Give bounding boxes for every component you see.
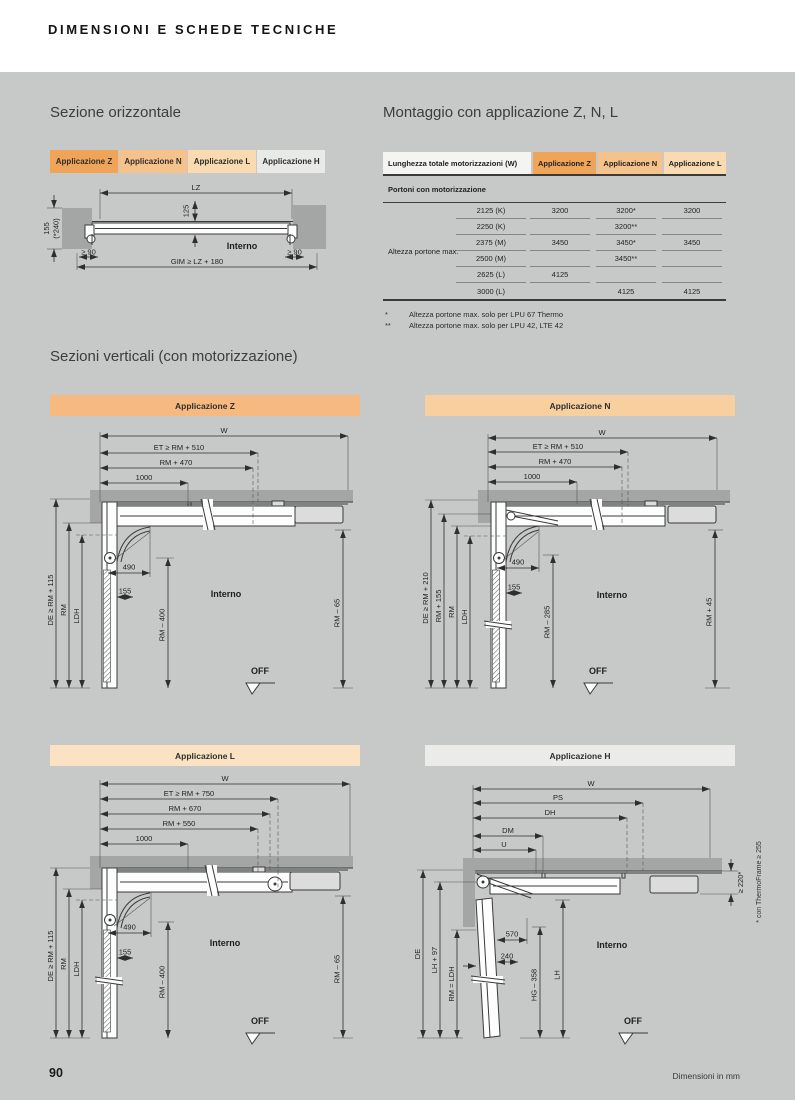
- operator-unit: [295, 506, 343, 523]
- inner-dimensions: [497, 526, 730, 688]
- dim-lh97: LH + 97: [430, 946, 439, 974]
- dim-rm550: RM + 550: [162, 819, 196, 828]
- dim-de: DE ≥ RM + 115: [46, 574, 55, 626]
- dim-rm470: RM + 470: [538, 457, 572, 466]
- interno-label: Interno: [210, 589, 242, 599]
- table-cell: 3450: [530, 235, 590, 251]
- right-dimension-220: [700, 841, 763, 923]
- dim-90-left: ≥ 90: [81, 247, 96, 257]
- dim-490: 490: [511, 557, 525, 567]
- dim-570: 570: [505, 929, 519, 939]
- footnote: [383, 309, 726, 320]
- diagram-applicazione-n: [421, 420, 735, 710]
- inner-dimensions: [108, 892, 353, 1038]
- dim-rm670: RM + 670: [168, 804, 202, 813]
- heading-sezioni-verticali: Sezioni verticali (con motorizzazione): [50, 348, 298, 365]
- dim-et: ET ≥ RM + 510: [532, 442, 584, 451]
- dim-1000: 1000: [135, 473, 153, 482]
- dim-ldh: LDH: [72, 961, 81, 977]
- dim-rm-ldh: RM = LDH: [447, 966, 456, 1002]
- table-header-row: [383, 152, 726, 176]
- table-cell: 2375 (M): [456, 235, 526, 251]
- dim-rm-285: RM – 285: [542, 605, 552, 639]
- door-panel-drawing: [85, 222, 297, 248]
- heading-sezione-orizzontale: Sezione orizzontale: [50, 104, 181, 121]
- dim-1000: 1000: [135, 834, 153, 843]
- off-symbol: [246, 1016, 275, 1044]
- table-cell: 3200: [530, 203, 590, 219]
- table-cell: [662, 219, 722, 235]
- footnote-marker: *: [385, 310, 388, 319]
- footnote-text: Altezza portone max. solo per LPU 42, LTE 42: [409, 321, 564, 330]
- table-cell: [530, 251, 590, 267]
- panel-header-n: Applicazione N: [425, 395, 735, 416]
- table-cell: 3200: [662, 203, 722, 219]
- dim-w: W: [598, 428, 606, 437]
- table-body: [383, 203, 726, 301]
- dim-et: ET ≥ RM + 750: [163, 789, 215, 798]
- dim-rm-400: RM – 400: [157, 965, 167, 999]
- table-cell: [530, 283, 590, 299]
- door-leaf: [476, 898, 500, 1038]
- dim-240: 240: [500, 951, 514, 961]
- page-title: DIMENSIONI E SCHEDE TECNICHE: [48, 22, 339, 37]
- table-cell: 4125: [683, 286, 701, 296]
- dim-490: 490: [122, 562, 136, 572]
- footnote: [383, 320, 726, 331]
- table-cell: 3450*: [596, 235, 656, 251]
- table-cell: 4125: [530, 267, 590, 283]
- dim-rm: RM: [447, 606, 456, 618]
- footnote-marker: **: [385, 321, 391, 330]
- dim-ldh: LDH: [72, 608, 81, 624]
- row-group-label: Altezza portone max.: [388, 246, 459, 256]
- dim-rm-400: RM – 400: [157, 608, 167, 642]
- dim-ps: PS: [552, 793, 564, 802]
- dim-w: W: [587, 779, 595, 788]
- dim-240: (*240): [51, 218, 61, 239]
- dim-de: DE ≥ RM + 115: [46, 930, 55, 982]
- dim-1000: 1000: [523, 472, 541, 481]
- off-label: OFF: [251, 666, 269, 676]
- col-header-applicazione-z: Applicazione Z: [533, 152, 597, 174]
- operator-unit: [290, 872, 340, 890]
- dim-dh: DH: [544, 808, 556, 817]
- dim-rm470: RM + 470: [159, 458, 193, 467]
- operator-unit: [668, 506, 716, 523]
- interno-label: Interno: [596, 590, 628, 600]
- legend-applicazione-z: Applicazione Z: [50, 150, 118, 173]
- dim-rm-65: RM – 65: [332, 598, 342, 628]
- col-header-applicazione-l: Applicazione L: [664, 152, 726, 174]
- table-cell: [530, 219, 590, 235]
- inner-dimensions: [108, 526, 353, 688]
- diagram-applicazione-h: [410, 770, 770, 1060]
- table-cell: 3200*: [596, 203, 656, 219]
- table-cell: 3450: [662, 235, 722, 251]
- dim-155: 155: [118, 586, 132, 596]
- dim-490: 490: [123, 922, 136, 932]
- dim-de: DE ≥ RM + 210: [421, 572, 430, 624]
- table-cell: 2250 (K): [456, 219, 526, 235]
- panel-header-z: Applicazione Z: [50, 395, 360, 416]
- table-section-row: Portoni con motorizzazione: [383, 176, 726, 203]
- footnote-text: Altezza portone max. solo per LPU 67 Thermo: [409, 310, 564, 319]
- off-label: OFF: [589, 666, 607, 676]
- dim-ldh: LDH: [460, 609, 469, 625]
- thermoframe-note: * con ThermoFrame ≥ 255: [756, 841, 763, 923]
- legend-applicazione-h: Applicazione H: [257, 150, 325, 173]
- dim-rm-45: RM + 45: [704, 597, 714, 627]
- table-cell: 2125 (K): [456, 203, 526, 219]
- table-cell: [596, 267, 656, 283]
- table-cell: [662, 251, 722, 267]
- table-cell: 4125: [617, 286, 635, 296]
- horizontal-section-diagram: [42, 183, 360, 295]
- interno-label: Interno: [209, 938, 241, 948]
- dim-hg-358: HG – 358: [529, 968, 539, 1002]
- page-number: 90: [49, 1066, 63, 1080]
- table-cell: [662, 267, 722, 283]
- table-cell: 3000 (L): [477, 286, 505, 296]
- structure: [463, 858, 722, 1038]
- dim-155: 155: [42, 222, 51, 235]
- interno-label: Interno: [226, 241, 258, 251]
- dim-lh: LH: [552, 970, 562, 980]
- off-symbol: [584, 666, 613, 694]
- diagram-applicazione-z: [46, 420, 360, 710]
- panel-header-l: Applicazione L: [50, 745, 360, 766]
- table-cell: 2625 (L): [456, 267, 526, 283]
- dim-w: W: [221, 774, 229, 783]
- dim-90-right: ≥ 90: [287, 247, 302, 257]
- col-header-lunghezza: Lunghezza totale motorizzazioni (W): [383, 152, 531, 174]
- dim-gim: GIM ≥ LZ + 180: [170, 257, 224, 266]
- interno-label: Interno: [596, 940, 628, 950]
- off-label: OFF: [251, 1016, 269, 1026]
- dim-125: 125: [181, 204, 191, 218]
- dim-rm: RM: [59, 604, 68, 616]
- dim-220: ≥ 220*: [736, 871, 745, 894]
- dim-dm: DM: [502, 826, 514, 835]
- table-cell: 3450**: [596, 251, 656, 267]
- col-header-applicazione-n: Applicazione N: [598, 152, 662, 174]
- off-symbol: [619, 1016, 648, 1044]
- legend-applicazione-n: Applicazione N: [119, 150, 187, 173]
- dim-et: ET ≥ RM + 510: [153, 443, 205, 452]
- application-legend: [50, 150, 325, 173]
- dim-rm-65: RM – 65: [332, 954, 342, 984]
- operator-unit: [650, 876, 698, 893]
- off-symbol: [246, 666, 275, 694]
- units-note: Dimensioni in mm: [672, 1071, 740, 1081]
- legend-applicazione-l: Applicazione L: [188, 150, 256, 173]
- panel-header-h: Applicazione H: [425, 745, 735, 766]
- inner-dimensions: [497, 900, 570, 1038]
- off-label: OFF: [624, 1016, 642, 1026]
- table-cell: 2500 (M): [456, 251, 526, 267]
- dim-u: U: [501, 840, 507, 849]
- diagram-applicazione-l: [46, 770, 360, 1060]
- montaggio-table: [383, 152, 726, 331]
- dim-155: 155: [507, 582, 521, 592]
- table-cell: 3200**: [596, 219, 656, 235]
- dim-lz: LZ: [191, 183, 201, 192]
- dim-w: W: [220, 426, 228, 435]
- dim-155: 155: [118, 947, 132, 957]
- dim-rm: RM: [59, 958, 68, 970]
- table-footnotes: [383, 309, 726, 331]
- dim-de: DE: [413, 948, 422, 960]
- dim-rm155: RM + 155: [434, 589, 443, 623]
- heading-montaggio: Montaggio con applicazione Z, N, L: [383, 104, 619, 121]
